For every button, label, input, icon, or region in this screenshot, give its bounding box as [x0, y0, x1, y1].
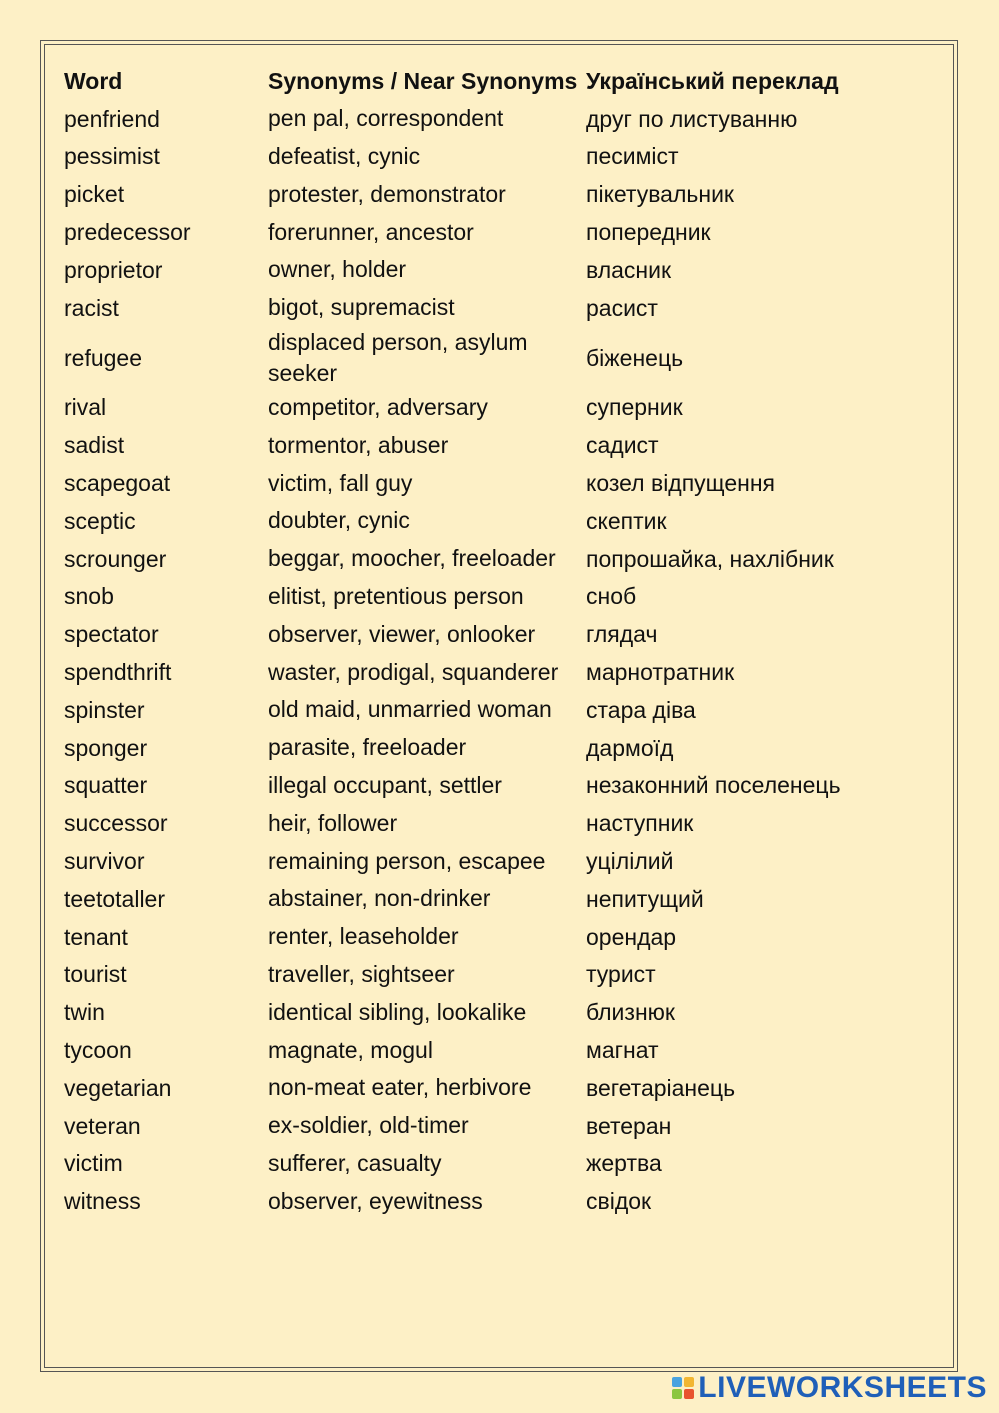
cell-translation: садист — [586, 432, 659, 459]
cell-synonyms: sufferer, casualty — [268, 1149, 442, 1176]
table-row — [60, 615, 890, 653]
cell-translation: стара діва — [586, 696, 696, 723]
table-row — [60, 880, 890, 918]
cell-word: rival — [64, 394, 107, 421]
cell-translation: попрошайка, нахлібник — [586, 545, 834, 572]
table-row — [60, 1182, 890, 1220]
cell-synonyms: pen pal, correspondent — [268, 105, 504, 132]
cell-translation: уцілілий — [586, 848, 674, 875]
table-row — [60, 502, 890, 540]
table-row — [60, 100, 890, 138]
cell-word: tourist — [64, 961, 127, 988]
table-row — [60, 578, 890, 616]
table-row — [60, 1145, 890, 1183]
cell-synonyms: parasite, freeloader — [268, 734, 467, 761]
cell-word: victim — [64, 1150, 123, 1177]
cell-synonyms: waster, prodigal, squanderer — [268, 658, 559, 685]
cell-synonyms: elitist, pretentious person — [268, 582, 524, 609]
table-row — [60, 729, 890, 767]
cell-word: proprietor — [64, 256, 163, 283]
cell-word: scapegoat — [64, 470, 171, 497]
table-row — [60, 691, 890, 729]
liveworksheets-logo-icon — [672, 1377, 694, 1399]
cell-word: survivor — [64, 848, 145, 875]
table-row — [60, 767, 890, 805]
cell-synonyms: protester, demonstrator — [268, 180, 506, 207]
cell-synonyms: old maid, unmarried woman — [268, 696, 552, 723]
cell-word: pessimist — [64, 143, 160, 170]
table-row — [60, 251, 890, 289]
liveworksheets-logo — [672, 1371, 987, 1405]
cell-translation: скептик — [586, 507, 667, 534]
cell-translation: власник — [586, 256, 672, 283]
cell-translation: марнотратник — [586, 659, 735, 686]
cell-word: scrounger — [64, 545, 167, 572]
cell-translation: біженець — [586, 344, 684, 371]
cell-synonyms: observer, viewer, onlooker — [268, 620, 536, 647]
cell-word: successor — [64, 810, 168, 837]
cell-synonyms: illegal occupant, settler — [268, 771, 502, 798]
cell-translation: орендар — [586, 923, 677, 950]
cell-translation: пікетувальник — [586, 181, 734, 208]
cell-translation: непитущий — [586, 885, 704, 912]
cell-synonyms: owner, holder — [268, 256, 407, 283]
cell-word: sceptic — [64, 507, 136, 534]
cell-translation: незаконний поселенець — [586, 772, 841, 799]
cell-word: snob — [64, 583, 114, 610]
cell-word: vegetarian — [64, 1074, 172, 1101]
vocabulary-table — [60, 62, 890, 1220]
table-body — [60, 100, 890, 1220]
cell-synonyms: traveller, sightseer — [268, 960, 455, 987]
table-row — [60, 426, 890, 464]
table-row — [60, 327, 890, 389]
table-row — [60, 653, 890, 691]
cell-translation: козел відпущення — [586, 470, 775, 497]
cell-translation: свідок — [586, 1188, 652, 1215]
cell-word: picket — [64, 181, 125, 208]
table-row — [60, 1107, 890, 1145]
cell-word: tycoon — [64, 1037, 132, 1064]
cell-word: teetotaller — [64, 885, 166, 912]
cell-synonyms: non-meat eater, herbivore — [268, 1074, 532, 1101]
cell-translation: турист — [586, 961, 656, 988]
cell-synonyms: renter, leaseholder — [268, 923, 459, 950]
table-row — [60, 540, 890, 578]
cell-synonyms: doubter, cynic — [268, 507, 410, 534]
cell-translation: близнюк — [586, 999, 675, 1026]
cell-translation: наступник — [586, 810, 694, 837]
cell-word: veteran — [64, 1112, 141, 1139]
header-word: Word — [64, 67, 123, 94]
cell-translation: сноб — [586, 583, 637, 610]
table-row — [60, 289, 890, 327]
cell-synonyms: forerunner, ancestor — [268, 218, 474, 245]
cell-word: racist — [64, 294, 119, 321]
cell-translation: расист — [586, 294, 658, 321]
cell-translation: вегетаріанець — [586, 1074, 736, 1101]
cell-synonyms: defeatist, cynic — [268, 142, 421, 169]
cell-word: penfriend — [64, 105, 160, 132]
table-row — [60, 1031, 890, 1069]
table-row — [60, 918, 890, 956]
table-row — [60, 213, 890, 251]
cell-word: squatter — [64, 772, 148, 799]
cell-synonyms: competitor, adversary — [268, 393, 488, 420]
table-row — [60, 993, 890, 1031]
cell-synonyms: observer, eyewitness — [268, 1187, 483, 1214]
cell-synonyms: bigot, supremacist — [268, 294, 455, 321]
cell-translation: магнат — [586, 1037, 659, 1064]
cell-synonyms: abstainer, non-drinker — [268, 885, 491, 912]
cell-translation: глядач — [586, 621, 658, 648]
logo-text: LIVEWORKSHEETS — [698, 1371, 987, 1404]
header-translation: Український переклад — [586, 67, 839, 94]
cell-word: spinster — [64, 696, 145, 723]
cell-word: twin — [64, 999, 105, 1026]
cell-translation: друг по листуванню — [586, 105, 798, 132]
cell-translation: песиміст — [586, 143, 679, 170]
table-header-row — [60, 62, 890, 100]
cell-translation: суперник — [586, 394, 683, 421]
table-row — [60, 842, 890, 880]
table-row — [60, 804, 890, 842]
cell-synonyms: beggar, moocher, freeloader — [268, 545, 556, 572]
cell-translation: ветеран — [586, 1112, 672, 1139]
cell-synonyms: tormentor, abuser — [268, 431, 449, 458]
cell-synonyms: remaining person, escapee — [268, 847, 546, 874]
table-row — [60, 1069, 890, 1107]
cell-translation: жертва — [586, 1150, 662, 1177]
cell-synonyms: displaced person, asylum seeker — [268, 328, 528, 386]
cell-synonyms: victim, fall guy — [268, 469, 413, 496]
table-row — [60, 175, 890, 213]
cell-word: spendthrift — [64, 659, 172, 686]
table-row — [60, 956, 890, 994]
cell-word: spectator — [64, 621, 159, 648]
cell-word: sadist — [64, 432, 125, 459]
cell-translation: дармоїд — [586, 734, 674, 761]
cell-synonyms: ex-soldier, old-timer — [268, 1112, 469, 1139]
cell-word: refugee — [64, 344, 143, 371]
cell-word: sponger — [64, 734, 148, 761]
cell-synonyms: magnate, mogul — [268, 1036, 433, 1063]
cell-word: predecessor — [64, 219, 191, 246]
cell-translation: попередник — [586, 219, 711, 246]
cell-word: witness — [64, 1188, 141, 1215]
table-row — [60, 138, 890, 176]
header-synonyms: Synonyms / Near Synonyms — [268, 67, 578, 94]
table-row — [60, 464, 890, 502]
cell-synonyms: identical sibling, lookalike — [268, 998, 527, 1025]
cell-synonyms: heir, follower — [268, 809, 398, 836]
cell-word: tenant — [64, 923, 128, 950]
table-row — [60, 389, 890, 427]
